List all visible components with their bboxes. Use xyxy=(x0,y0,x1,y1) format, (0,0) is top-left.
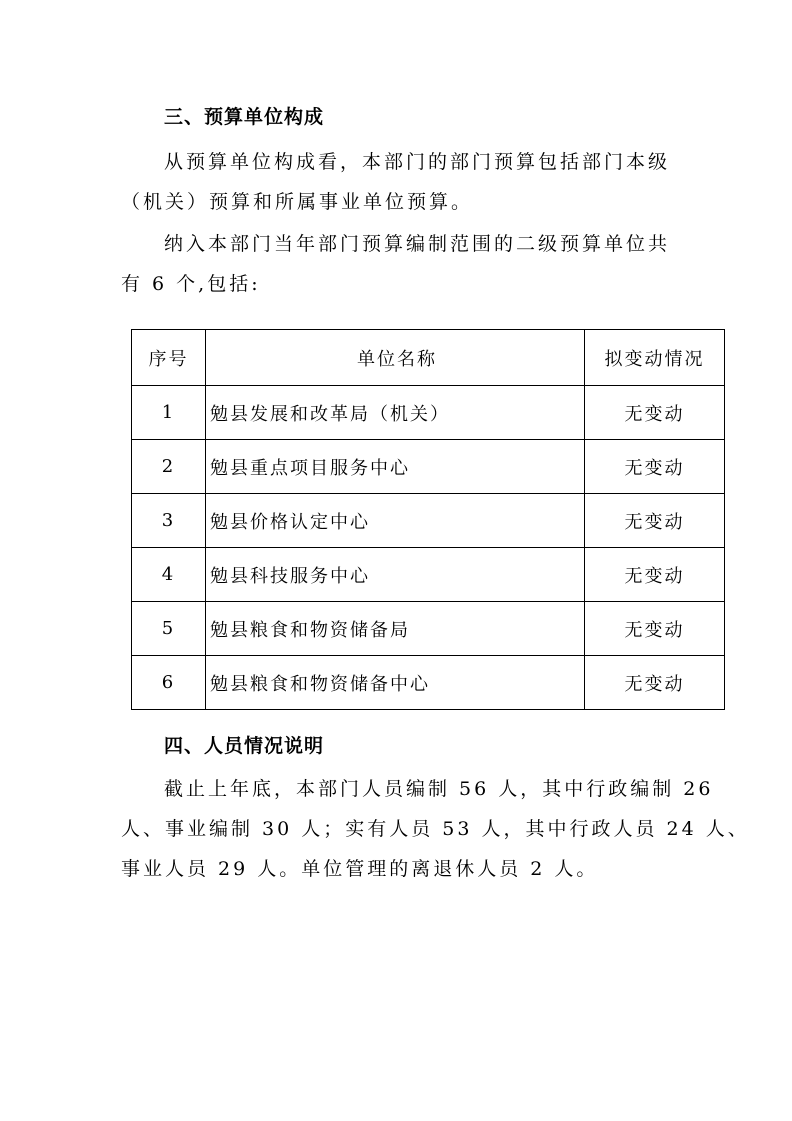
table-row xyxy=(132,548,725,602)
header-unit-name: 单位名称 xyxy=(206,330,585,386)
row-change-status: 无变动 xyxy=(585,548,725,602)
header-serial-number: 序号 xyxy=(132,330,206,386)
section-3-paragraph-2-line-2: 有 6 个,包括: xyxy=(121,273,261,295)
row-change-status: 无变动 xyxy=(585,440,725,494)
section-4-heading: 四、人员情况说明 xyxy=(164,735,325,757)
table-row xyxy=(132,656,725,710)
section-4-line-2: 人、事业编制 30 人；实有人员 53 人，其中行政人员 24 人、 xyxy=(121,818,750,840)
row-unit-name: 勉县粮食和物资储备中心 xyxy=(206,656,585,710)
row-change-status: 无变动 xyxy=(585,602,725,656)
row-number: 3 xyxy=(132,494,206,548)
table-row xyxy=(132,386,725,440)
row-unit-name: 勉县发展和改革局（机关） xyxy=(206,386,585,440)
header-change-status: 拟变动情况 xyxy=(585,330,725,386)
section-3-paragraph-1-line-1: 从预算单位构成看，本部门的部门预算包括部门本级 xyxy=(164,151,671,173)
row-unit-name: 勉县价格认定中心 xyxy=(206,494,585,548)
row-unit-name: 勉县粮食和物资储备局 xyxy=(206,602,585,656)
table-row xyxy=(132,494,725,548)
row-change-status: 无变动 xyxy=(585,494,725,548)
section-3-paragraph-1-line-2: （机关）预算和所属事业单位预算。 xyxy=(121,191,474,213)
row-change-status: 无变动 xyxy=(585,386,725,440)
table-header-row xyxy=(132,330,725,386)
row-number: 4 xyxy=(132,548,206,602)
section-4-line-3: 事业人员 29 人。单位管理的离退休人员 2 人。 xyxy=(121,858,599,880)
row-number: 2 xyxy=(132,440,206,494)
row-number: 5 xyxy=(132,602,206,656)
table-row xyxy=(132,602,725,656)
row-number: 6 xyxy=(132,656,206,710)
table-row xyxy=(132,440,725,494)
section-3-heading: 三、预算单位构成 xyxy=(164,106,325,128)
section-4-line-1: 截止上年底，本部门人员编制 56 人，其中行政编制 26 xyxy=(164,778,714,800)
budget-units-table xyxy=(131,329,725,710)
row-unit-name: 勉县科技服务中心 xyxy=(206,548,585,602)
row-number: 1 xyxy=(132,386,206,440)
section-3-paragraph-2-line-1: 纳入本部门当年部门预算编制范围的二级预算单位共 xyxy=(164,233,671,255)
row-change-status: 无变动 xyxy=(585,656,725,710)
row-unit-name: 勉县重点项目服务中心 xyxy=(206,440,585,494)
